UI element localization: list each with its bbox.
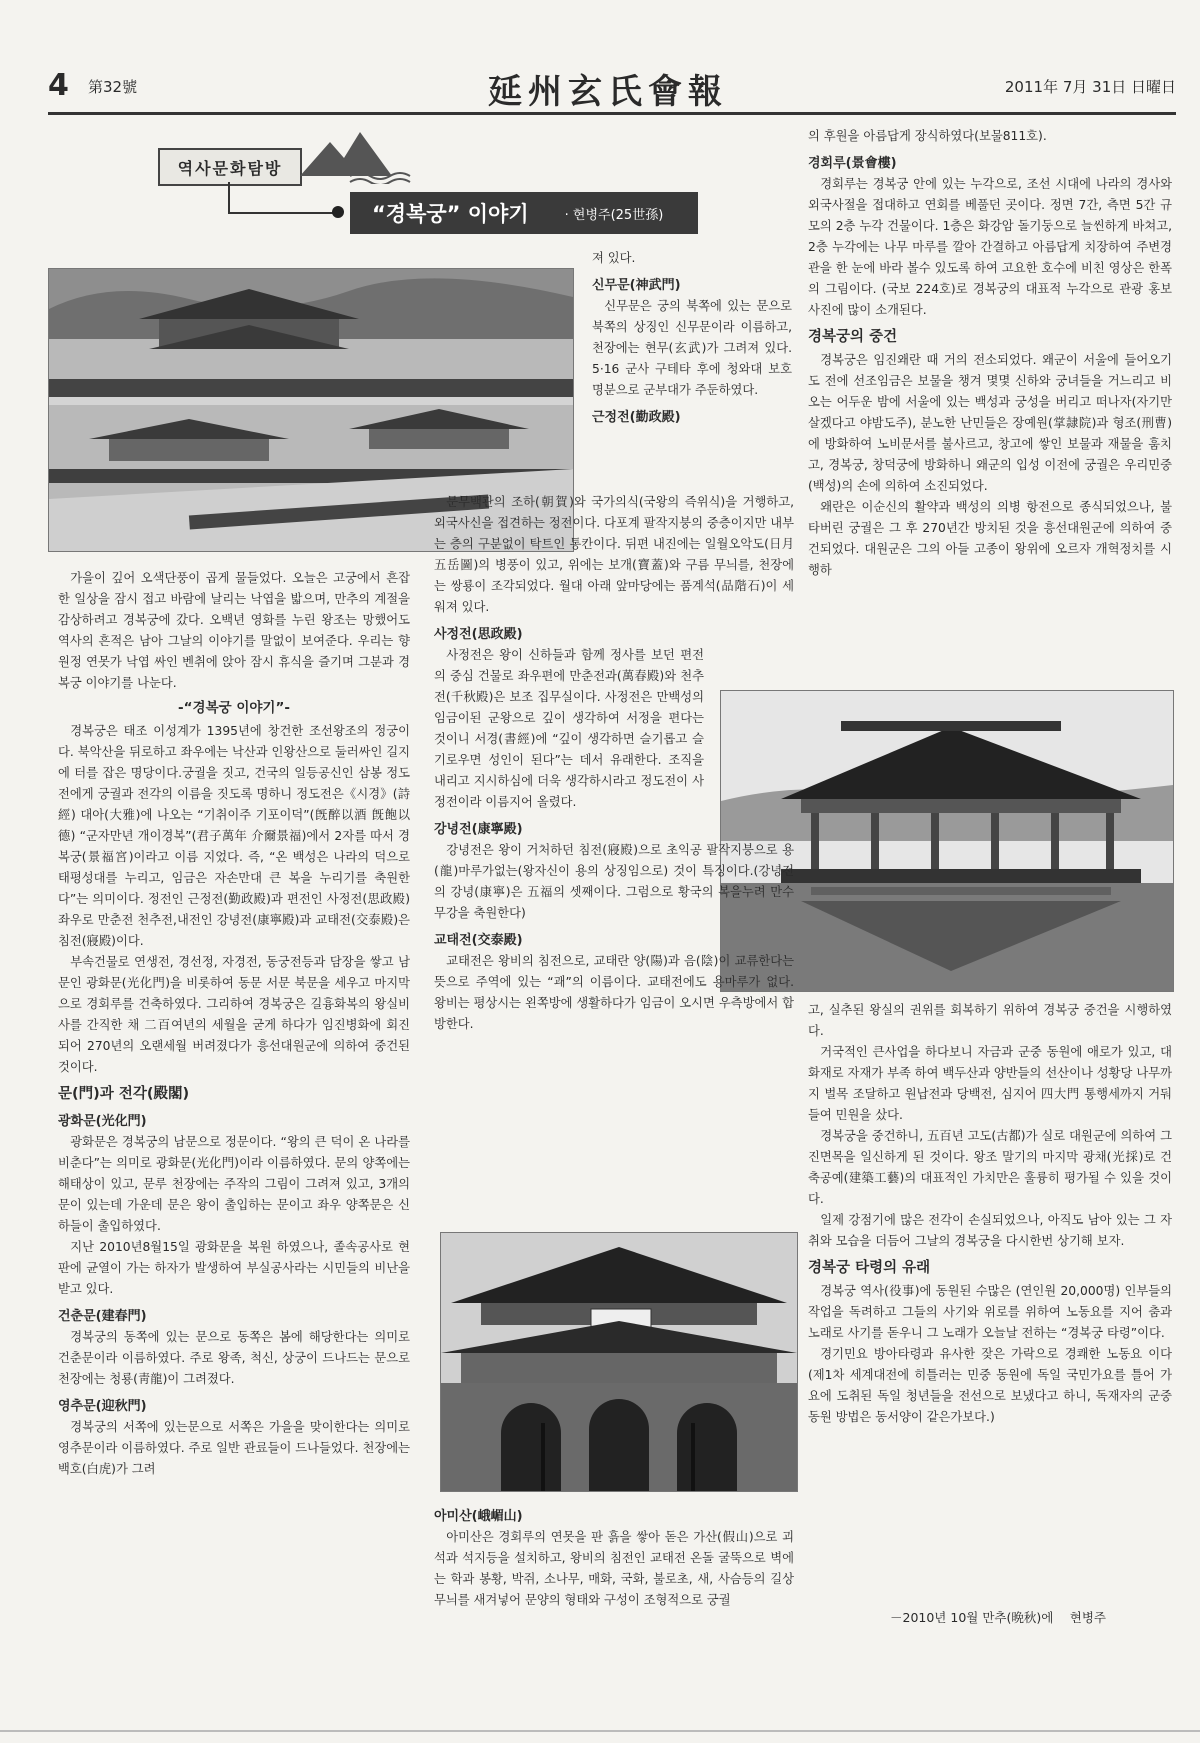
paragraph: 강녕전은 왕이 거처하던 침전(寢殿)으로 초익공 팔작지붕으로 용(龍)마루가없는(왕자신이 용의 상징임으로) 것이 특징이다.(강녕전의 강녕(康寧)은 五福의 셋째이다. 그럼으로 황국의 복을누려 만수무강을 축원한다) (434, 843, 794, 920)
paragraph: 신무문은 궁의 북쪽에 있는 문으로 북쪽의 상징인 신무문이라 이름하고, 천장에는 현무(玄武)가 그려져 있다. 5·16 군사 구테타 후에 청와대 보호 명분으로 군부대가 주둔하였다. (592, 299, 792, 397)
paragraph: 지난 2010년8월15일 광화문을 복원 하였으나, 졸속공사로 현판에 균열이 가는 하자가 발생하여 부실공사라는 시민들의 비난을 받고 있다. (58, 1240, 410, 1296)
paragraph: 왜란은 이순신의 활약과 백성의 의병 항전으로 종식되었으나, 불타버린 궁궐은 그 후 270년간 방치된 것을 흥선대원군에 의하여 중건되었다. 대원군은 그의 아들 고종이 왕위에 오르자 개혁정치를 시행하 (808, 500, 1172, 577)
section-tag: 역사문화탐방 (158, 148, 302, 186)
paragraph: 경복궁의 서쪽에 있는문으로 서쪽은 가을을 맞이한다는 의미로 영추문이라 이름하였다. 주로 일반 관료들이 드나들었다. 천장에는 백호(白虎)가 그려 (58, 1420, 410, 1476)
intro-paragraph: 가을이 깊어 오색단풍이 곱게 물들었다. 오늘은 고궁에서 흔잡한 일상을 잠시 접고 바람에 날리는 낙엽을 밟으며, 만추의 계절을 감상하려고 경복궁에 갔다. 오백년 영화를 누린 왕조는 망했어도 역사의 흔적은 남아 그날의 이야기를 말없이 보여준다. 우리는 향원정 연못가 낙엽 싸인 벤취에 앉아 잠시 휴식을 즐기며 그분과 경복궁 이야기를 나눈다. (58, 571, 410, 690)
issue-number: 第32號 (88, 78, 138, 96)
paragraph: 경기민요 방아타령과 유사한 잦은 가락으로 경쾌한 노동요 이다 (제1차 세계대전에 히틀러는 민중 동원에 독일 국민가요를 틀어 가요에 도취된 독일 청년들을 전선으로 보냈다고 하니, 독재자의 군중 동원 방법은 동서양이 같은가보다.) (808, 1347, 1172, 1424)
section-heading: 경회루(景會樓) (808, 156, 897, 171)
bullet-dot (332, 206, 344, 218)
paragraph: 일제 강점기에 많은 전각이 손실되었으나, 아직도 남아 있는 그 자취와 모습을 더듬어 그날의 경복궁을 다시한번 상기해 보자. (808, 1213, 1172, 1248)
section-heading: 근정전(勤政殿) (592, 410, 681, 425)
section-heading: 영추문(迎秋門) (58, 1399, 147, 1414)
paragraph: 거국적인 큰사업을 하다보니 자금과 군중 동원에 애로가 있고, 대 화재로 자재가 부족 하여 백두산과 양반들의 선산이나 성황당 나무까지 벌목 조달하고 원납전과 당백전, 심지어 四大門 통행세까지 거둬들여 민원을 샀다. (808, 1045, 1172, 1122)
paragraph: 광화문은 경복궁의 남문으로 정문이다. “왕의 큰 덕이 온 나라를 비춘다”는 의미로 광화문(光化門)이라 이름하였다. 문의 양쪽에는 해태상이 있고, 문루 천장에는 주작의 그림이 그려져 있고, 3개의 문이 있는데 가운데 문은 왕이 출입하는 문이고 좌우 양쪽문은 신하들이 출입하였다. (58, 1135, 410, 1233)
section-heading: 사정전(思政殿) (434, 627, 523, 642)
article-author: · 현병주(25世孫) (564, 207, 664, 223)
paragraph: 경복궁을 중건하니, 五百년 고도(古都)가 실로 대원군에 의하여 그 진면목을 일신하게 된 것이다. 왕조 말기의 마지막 광채(光採)로 건축공예(建築工藝)의 대표적인 가치만은 훌륭히 평가될 수 있을 것이다. (808, 1129, 1172, 1206)
article-title-bar (350, 192, 698, 234)
section-heading: 아미산(峨嵋山) (434, 1509, 523, 1524)
divider (228, 212, 338, 214)
column-2-bottom (434, 1500, 794, 1611)
paragraph: 고, 실추된 왕실의 권위를 회복하기 위하여 경복궁 중건을 시행하였다. (808, 1003, 1172, 1038)
article-title: “경복궁” 이야기 (372, 202, 529, 226)
paragraph: 경복궁의 동쪽에 있는 문으로 동쪽은 봄에 해당한다는 의미로 건춘문이라 이름하였다. 주로 왕족, 척신, 상궁이 드나드는 문으로 천장에는 청룡(靑龍)이 그려졌다. (58, 1330, 410, 1386)
masthead-rule (48, 112, 1176, 115)
gwanghwamun-photo (440, 1232, 798, 1492)
section-heading: 광화문(光化門) (58, 1114, 147, 1129)
page-number: 4 (48, 68, 69, 103)
paragraph: 경복궁은 임진왜란 때 거의 전소되었다. 왜군이 서울에 들어오기도 전에 선조임금은 보물을 챙겨 몇몇 신하와 궁녀들을 거느리고 비오는 어두운 밤에 서울에 있는 백성과 궁성을 버리고 떠나자(자기만 살겠다고 야밤도주), 분노한 난민들은 장예원(掌隷院)과 형조(刑曹)에 방화하여 노비문서를 불사르고, 창고에 쌓인 보물과 재물을 훔치고, 경복궁, 창덕궁에 방화하니 왜군의 입성 이전에 궁궐은 우리민중(백성)의 손에 의하여 소진되었다. (808, 353, 1172, 493)
paper-name: 延州玄氏會報 (488, 72, 728, 112)
section-heading: 강녕전(康寧殿) (434, 822, 523, 837)
section-heading: 경복궁의 중건 (808, 329, 898, 345)
paragraph: 사정전은 왕이 신하들과 함께 정사를 보던 편전의 중심 건물로 좌우편에 만춘전과(萬春殿)와 천추전(千秋殿)은 보조 집무실이다. 사정전은 만백성의 임금이된 군왕으로 깊이 생각하여 서정을 편다는 것이니 서경(書經)에 “깊이 생각하면 슬기롭고 슬기로우면 성인이 된다”는 데서 유래한다. 조직을 내리고 지시하심에 더욱 생각하시라고 정도전이 사정전이라 이름지어 올렸다. (434, 648, 704, 809)
section-heading: 문(門)과 전각(殿閣) (58, 1086, 190, 1102)
paragraph: 부속건물로 연생전, 경선정, 자경전, 동궁전등과 담장을 쌓고 남문인 광화문(光化門)을 비롯하여 동문 서문 북문을 세우고 마지막으로 경회루를 건축하였다. 그리하여 경복궁은 길흉화복의 왕실비사를 간직한 채 二百여년의 세월을 굳게 하다가 임진병화에 회진되어 270년의 오랜세월 버려졌다가 흥선대원군에 의하여 중건된 것이다. (58, 955, 410, 1074)
column-2-top (592, 248, 792, 428)
story-subtitle: -“경복궁 이야기”- (178, 700, 290, 716)
column-3 (808, 126, 1172, 581)
column-1 (58, 568, 410, 1480)
paragraph: 경복궁은 태조 이성계가 1395년에 창건한 조선왕조의 정궁이다. 북악산을 뒤로하고 좌우에는 낙산과 인왕산으로 둘러싸인 길지에 터를 잡은 명당이다.궁궐을 짓고, 건국의 일등공신인 삼봉 정도전에게 궁궐과 전각의 이름을 짓도록 명하니 정도전은《시경》(詩經) 대아(大雅)에 나오는 “기취이주 기포이덕”(旣醉以酒 旣飽以德) “군자만년 개이경복”(君子萬年 介爾景福)에서 2자를 따서 경복궁(景福宮)이라고 이름 지었다. 즉, “온 백성은 나라의 덕으로 태평성대를 누리고, 임금은 자손만대 큰 복을 누리기를 축원한다”는 의미이다. 정전인 근정전(勤政殿)과 편전인 사정전(思政殿) 좌우로 만춘전 천추전,내전인 강녕전(康寧殿)과 교태전(交泰殿)은 침전(寢殿)이다. (58, 724, 410, 948)
page-bottom-rule (0, 1730, 1200, 1732)
masthead (48, 60, 1176, 110)
divider (228, 182, 230, 214)
section-heading: 신무문(神武門) (592, 278, 681, 293)
paragraph: 아미산은 경회루의 연못을 판 흙을 쌓아 돋은 가산(假山)으로 괴석과 석지등을 설치하고, 왕비의 침전인 교태전 온돌 굴뚝으로 벽에는 학과 봉황, 박쥐, 소나무, 매화, 국화, 불로초, 새, 사슴등의 길상무늬를 새겨넣어 문양의 형태와 구성이 조형적으로 궁궐 (434, 1530, 794, 1607)
paragraph: 경복궁 역사(役事)에 동원된 수많은 (연인원 20,000명) 인부들의 작업을 독려하고 그들의 사기와 위로를 위하여 노동요를 지어 춤과 노래로 사기를 돋우니 그 노래가 오늘날 전하는 “경복궁 타령”이다. (808, 1284, 1172, 1340)
paragraph: 문무백관의 조하(朝賀)와 국가의식(국왕의 즉위식)을 거행하고, 외국사신을 접견하는 정전이다. 다포계 팔작지붕의 중층이지만 내부는 층의 구분없이 탁트인 통칸이다. 뒤편 내진에는 일월오악도(日月五岳圖)의 병풍이 있고, 위에는 보개(寶蓋)와 구름 무늬를, 천장에는 쌍룡이 조각되었다. 월대 아래 앞마당에는 품계석(品階石)이 세워져 있다. (434, 495, 794, 614)
mountain-icon (300, 128, 420, 184)
section-heading: 교태전(交泰殿) (434, 933, 523, 948)
paragraph: 의 후원을 아름답게 장식하였다(보물811호). (808, 129, 1047, 143)
paragraph: 경회루는 경복궁 안에 있는 누각으로, 조선 시대에 나라의 경사와 외국사절을 접대하고 연회를 베풀던 곳이다. 정면 7간, 측면 5간 규모의 2층 누각 건물이다. 1층은 화강암 돌기둥으로 늘씬하게 바쳐고, 2층 누각에는 나무 마루를 깔아 간결하고 아름답게 치장하여 주변경관을 한 눈에 바라 볼수 있도록 하여 고요한 호수에 비친 영상은 한폭의 그림이다. (국보 224호)로 경복궁의 대표적 누각으로 관광 홍보 사진에 많이 소개된다. (808, 177, 1172, 317)
paragraph: 져 있다. (592, 251, 636, 265)
signature: －2010년 10월 만추(晩秋)에 현병주 (890, 1610, 1106, 1625)
section-heading: 경복궁 타령의 유래 (808, 1260, 931, 1276)
section-heading: 건춘문(建春門) (58, 1309, 147, 1324)
column-3-bottom (808, 1000, 1172, 1428)
issue-date: 2011年 7月 31日 日曜日 (1004, 78, 1176, 96)
column-2 (434, 492, 794, 1035)
paragraph: 교태전은 왕비의 침전으로, 교태란 양(陽)과 음(陰)이 교류한다는 뜻으로 주역에 있는 “괘”의 이름이다. 교태전에도 용마루가 없다. 왕비는 평상시는 왼쪽방에 생활하다가 임금이 오시면 우측방에서 합방한다. (434, 954, 794, 1031)
